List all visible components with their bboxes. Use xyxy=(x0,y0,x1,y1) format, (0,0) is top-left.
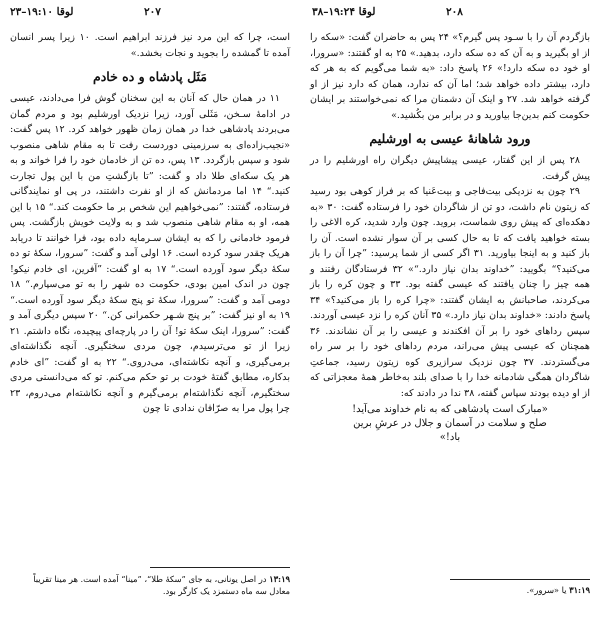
footnote-text: یا «سرور». xyxy=(526,585,567,595)
footnote xyxy=(10,573,290,597)
paragraph: ۱۱ در همان حال که آنان به این سخنان گوش فرا می‌دادند، عیسی در ادامهٔ سـخن، مَثَلی آورد، زیرا نزدیک اورشلیم بود و مردم گمان می‌بردند پادشاهی خدا در همان زمان ظهور خواهد کرد. ۱۲ پس گفت: «نجیب‌زاده‌ای به سرزمینی دوردست رفت تا به مقام شاهی منصوب شود و سپس بازگردد. ۱۳ پس، ده تن از خادمان خود را فرا خواند و به هر یک سکه‌ای طلا داد و گفت: ”تا بازگشتِ من با این پول تجارت کنید.“ ۱۴ اما مردمانش که از او نفرت داشتند، در پی او نمایندگانی فرستاده، گفتند: ”نمی‌خواهیم این شخص بر ما حکومت کند.“ ۱۵ با این همه، او به مقام شاهی منصوب شد و به ولایت خویش بازگشت. پس فرمود خادمانی را که به ایشان سـرمایه داده بود، فرا خوانند تا دریابد هریک چقدر سود کرده است. ۱۶ اولی آمد و گفت: ”سرورا، سکهٔ تو ده سکهٔ دیگر سود آورده است.“ ۱۷ به او گفت: ”آفرین، ای خادم نیکو! چون در اندک امین بودی، حکومت ده شهر را به تو می‌سپارم.“ ۱۸ دومی آمد و گفت: ”سرورا، سکهٔ تو پنج سکهٔ دیگر سود آورده است.“ ۱۹ به او نیز گفت: ”بر پنج شـهر حکمرانی کن.“ ۲۰ سپس دیگری آمد و گفت: ”سرورا، اینک سکهٔ تو! آن را در پارچه‌ای پیچیده، نگاه داشتم. ۲۱ زیرا از تو می‌ترسیدم، چون مردی سختگیری. آنچه نگذاشته‌ای برمی‌گیری، و آنچه نکاشته‌ای، می‌دروی.“ ۲۲ به او گفت: ”ای خادم بدکاره، مطابق گفتهٔ خودت بر تو حکم می‌کنم. تو که می‌دانستی مردی سختگیرم، آنچه نگذاشته‌ام برمی‌گیرم و آنچه نکاشته‌ام می‌دروم، ۲۳ چرا پول مرا به صرّافان ندادی تا چون xyxy=(10,93,290,414)
footnote-reference: ۳۱:۱۹ xyxy=(569,585,590,595)
footnote xyxy=(310,584,590,596)
footnote-reference: ۱۳:۱۹ xyxy=(269,574,290,584)
paragraph: بازگردم آن را با سـود پس گیرم؟» ۲۴ پس به حاضران گفت: «سکه را از او بگیرید و به آن که ده سکه دارد، بدهید.» ۲۵ به او گفتند: «سرورا، او خود ده سکه دارد!» ۲۶ پاسخ داد: «به شما می‌گویم که به هر که دارد، بیشتر داده خواهد شد؛ اما آن که ندارد، همان که دارد نیز از او گرفته خواهد شد. ۲۷ و اینک آن دشمنان مرا که نمی‌خواستند بر ایشان حکومت کنم بدین‌جا بیاورید و در برابر من بکُشید.» xyxy=(310,32,590,121)
section-heading: مَثَل پادشاه و ده خادم xyxy=(92,69,208,84)
section-heading: ورود شاهانهٔ عیسی به اورشلیم xyxy=(369,131,531,146)
paragraph: است، چرا که این مرد نیز فرزند ابراهیم است. ۱۰ زیرا پسر انسان آمده تا گمشده را بجوید و نجات بخشد.» xyxy=(10,32,291,59)
poem-line: «مبارک است پادشاهی که به نام خداوند می‌آید! xyxy=(352,404,548,415)
running-header xyxy=(10,6,290,22)
page-number: ۲۰۷ xyxy=(144,6,161,18)
page-number: ۲۰۸ xyxy=(446,6,463,18)
footnote-separator xyxy=(150,567,290,568)
poem-line: صلح و سلامت در آسمان و جلال در عرشِ برین xyxy=(353,418,547,429)
poem-line: باد!» xyxy=(439,432,461,443)
page-right xyxy=(300,0,600,626)
running-header xyxy=(310,6,590,22)
footnote-text: در اصل یونانی، به جای ”سکهٔ طلا“، ”مینا“ آمده است. هر مینا تقریباً معادل سه ماه دستمزد یک کارگر بود. xyxy=(33,574,290,596)
paragraph: ۲۹ چون به نزدیکی بیت‌فاجی و بیت‌عَنیا که بر فراز کوهی بود رسید که زیتون نام داشت، دو تن از شاگردان خود را فرستاده گفت: ۳۰ «به دهکده‌ای که پیش روی شماست، بروید. چون وارد شدید، کره الاغی را بسته خواهید یافت که تا به حال کسی بر آن سوار نشده است. آن را باز کنید و به اینجا بیاورید. ۳۱ اگر کسی از شما پرسید: ”چرا آن را باز می‌کنید؟“ بگویید: ”خداوند بدان نیاز دارد.“» ۳۲ فرستادگان رفتند و همه چیز را چنان یافتند که عیسی گفته بود. ۳۳ و چون کره را باز می‌کردند، صاحبانش به ایشان گفتند: «چرا کره را باز می‌کنید؟» ۳۴ پاسخ دادند: «خداوند بدان نیاز دارد.» ۳۵ آنان کره را نزد عیسی آوردند. سپس رداهای خود را بر آن افکندند و عیسی را بر آن نشاندند. ۳۶ همچنان که عیسی پیش می‌راند، مردم رداهای خود را بر سر راه می‌گستردند. ۳۷ چون نزدیک سرازیری کوه زیتون رسید، جماعتِ شاگردان همگی شادمانه خدا را با صدای بلند به‌خاطر همهٔ معجزاتی که از او دیده بودند سپاس گفته، ۳۸ ندا در دادند که: xyxy=(310,186,590,399)
page-body xyxy=(10,30,290,417)
running-header-title: لوقا ۱۹:۱۰–۲۳ xyxy=(10,6,74,18)
page-body xyxy=(310,30,590,445)
running-header-title: لوقا ۱۹:۲۴–۳۸ xyxy=(312,6,376,18)
paragraph: ۲۸ پس از این گفتار، عیسی پیشاپیش دیگران راه اورشلیم را در پیش گرفت. xyxy=(310,155,590,182)
poem xyxy=(310,403,590,445)
footnote-separator xyxy=(450,579,590,580)
